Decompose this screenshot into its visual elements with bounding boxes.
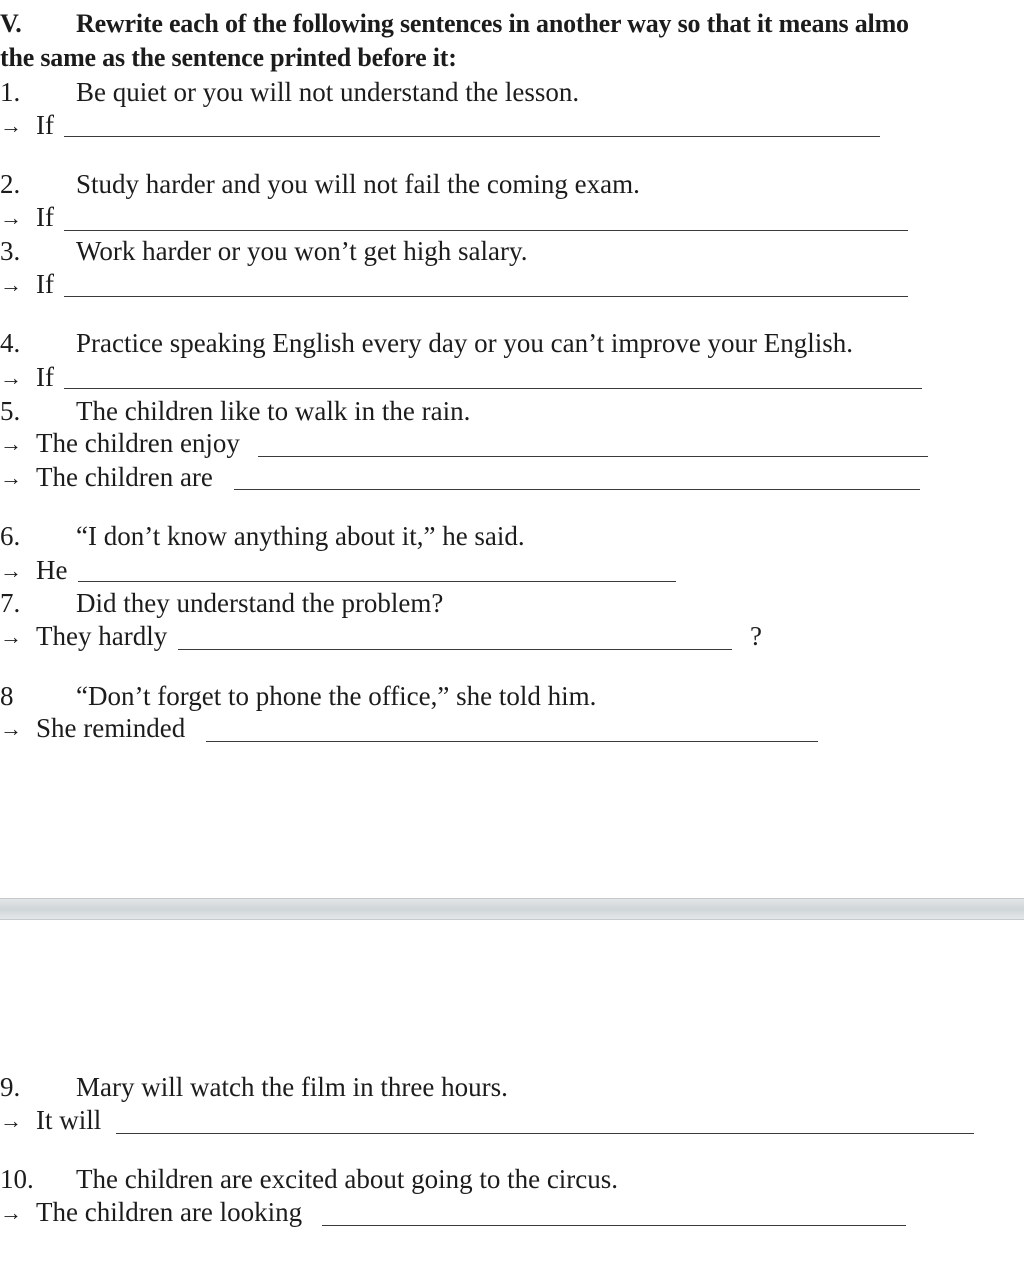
answer-blank[interactable]: [64, 296, 908, 297]
exercise-number: 1.: [0, 77, 21, 107]
instruction-line-2: the same as the sentence printed before it:: [0, 43, 457, 72]
exercise-number: 6.: [0, 521, 21, 551]
answer-lead: He: [36, 555, 68, 585]
arrow-icon: →: [0, 624, 22, 649]
page-divider: [0, 898, 1024, 920]
arrow-icon: →: [0, 113, 22, 138]
arrow-icon: →: [0, 205, 22, 230]
exercise-number: 8: [0, 681, 14, 711]
answer-blank[interactable]: [206, 741, 818, 742]
answer-lead: If: [36, 269, 54, 299]
answer-blank[interactable]: [64, 388, 922, 389]
original-sentence: Study harder and you will not fail the coming exam.: [76, 169, 640, 199]
original-sentence: “Don’t forget to phone the office,” she told him.: [76, 681, 597, 711]
answer-lead: She reminded: [36, 713, 186, 743]
answer-blank[interactable]: [178, 649, 732, 650]
original-sentence: Mary will watch the film in three hours.: [76, 1072, 508, 1102]
exercise-number: 7.: [0, 588, 21, 618]
answer-lead: If: [36, 110, 54, 140]
answer-blank[interactable]: [64, 230, 908, 231]
answer-blank[interactable]: [234, 489, 920, 490]
answer-lead: The children enjoy: [36, 428, 240, 458]
exercise-number: 2.: [0, 169, 21, 199]
answer-blank[interactable]: [258, 456, 928, 457]
answer-lead: If: [36, 202, 54, 232]
answer-lead: It will: [36, 1105, 102, 1135]
original-sentence: Did they understand the problem?: [76, 588, 444, 618]
arrow-icon: →: [0, 365, 22, 390]
arrow-icon: →: [0, 465, 22, 490]
exercise-number: 5.: [0, 396, 21, 426]
arrow-icon: →: [0, 1200, 22, 1225]
answer-lead: The children are looking: [36, 1197, 303, 1227]
arrow-icon: →: [0, 431, 22, 456]
arrow-icon: →: [0, 558, 22, 583]
answer-blank[interactable]: [78, 581, 676, 582]
exercise-number: 4.: [0, 328, 21, 358]
original-sentence: Work harder or you won’t get high salary.: [76, 236, 528, 266]
arrow-icon: →: [0, 272, 22, 297]
instruction-text: Rewrite each of the following sentences in another way so that it means almo: [76, 9, 909, 38]
answer-lead: They hardly: [36, 621, 168, 651]
section-number: V.: [0, 9, 22, 38]
original-sentence: “I don’t know anything about it,” he said.: [76, 521, 525, 551]
original-sentence: Practice speaking English every day or you can’t improve your English.: [76, 328, 854, 358]
answer-blank[interactable]: [116, 1133, 974, 1134]
answer-lead: The children are: [36, 462, 213, 492]
arrow-icon: →: [0, 1108, 22, 1133]
original-sentence: Be quiet or you will not understand the lesson.: [76, 77, 580, 107]
answer-blank[interactable]: [322, 1225, 906, 1226]
exercise-number: 9.: [0, 1072, 21, 1102]
original-sentence: The children are excited about going to the circus.: [76, 1164, 619, 1194]
exercise-number: 10.: [0, 1164, 34, 1194]
original-sentence: The children like to walk in the rain.: [76, 396, 471, 426]
answer-blank[interactable]: [64, 136, 880, 137]
arrow-icon: →: [0, 716, 22, 741]
question-mark: ?: [750, 621, 762, 651]
exercise-number: 3.: [0, 236, 21, 266]
answer-lead: If: [36, 362, 54, 392]
